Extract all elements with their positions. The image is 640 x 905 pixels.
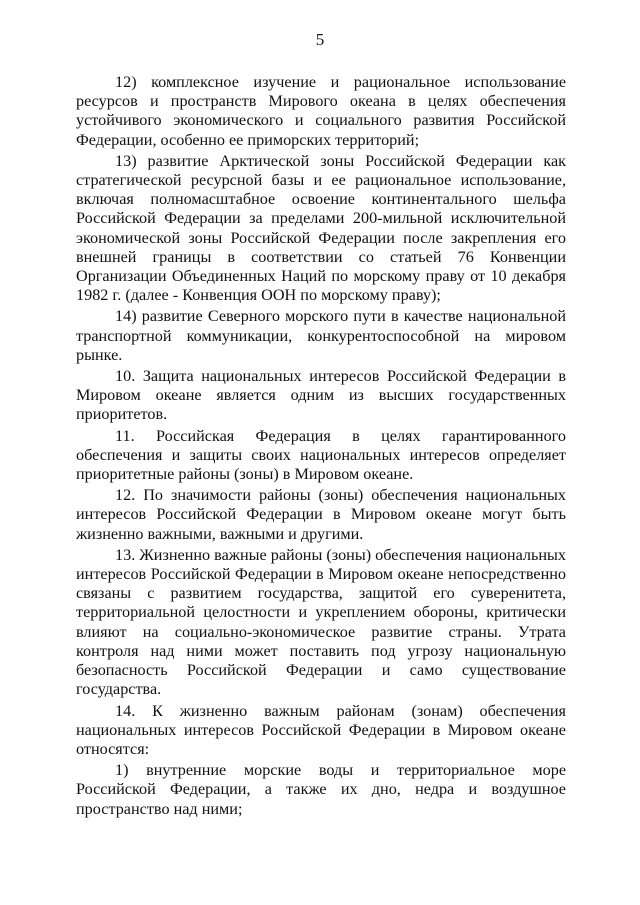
paragraph-section-10: 10. Защита национальных интересов Российской Федерации в Мировом океане является одним из высших государственных приоритетов.: [76, 367, 566, 424]
paragraph-section-13: 13. Жизненно важные районы (зоны) обеспечения национальных интересов Российской Федерации в Мировом океане непосредственно связаны с развитием государства, защитой его суверенитета, территориальной целостности и укреплением обороны, критически влияют на социально-экономическое развитие страны. Утрата контроля над ними может поставить под угрозу национальную безопасность Российской Федерации и само существование государства.: [76, 545, 566, 699]
paragraph-item-12: 12) комплексное изучение и рациональное использование ресурсов и пространств Мирового океана в целях обеспечения устойчивого экономического и социального развития Российской Федерации, особенно ее приморских территорий;: [76, 73, 566, 149]
paragraph-section-12: 12. По значимости районы (зоны) обеспечения национальных интересов Российской Федерации в Мировом океане могут быть жизненно важными, важными и другими.: [76, 486, 566, 543]
paragraph-item-14: 14) развитие Северного морского пути в качестве национальной транспортной коммуникации, конкурентоспособной на мировом рынке.: [76, 307, 566, 364]
document-body: [76, 73, 566, 819]
paragraph-section-11: 11. Российская Федерация в целях гарантированного обеспечения и защиты своих национальных интересов определяет приоритетные районы (зоны) в Мировом океане.: [76, 426, 566, 484]
paragraph-item-13: 13) развитие Арктической зоны Российской Федерации как стратегической ресурсной базы и ее рациональное использование, включая полномасштабное освоение континентального шельфа Российской Федерации за пределами 200-мильной исключительной экономической зоны Российской Федерации после закрепления его внешней границы в соответствии со статьей 76 Конвенции Организации Объединенных Наций по морскому праву от 10 декабря 1982 г. (далее - Конвенция ООН по морскому праву);: [76, 151, 566, 305]
paragraph-section-14: 14. К жизненно важным районам (зонам) обеспечения национальных интересов Российской Федерации в Мировом океане относятся:: [76, 701, 566, 758]
page-number: 5: [315, 30, 325, 49]
paragraph-subitem-1: 1) внутренние морские воды и территориальное море Российской Федерации, а также их дно, недра и воздушное пространство над ними;: [76, 761, 566, 818]
